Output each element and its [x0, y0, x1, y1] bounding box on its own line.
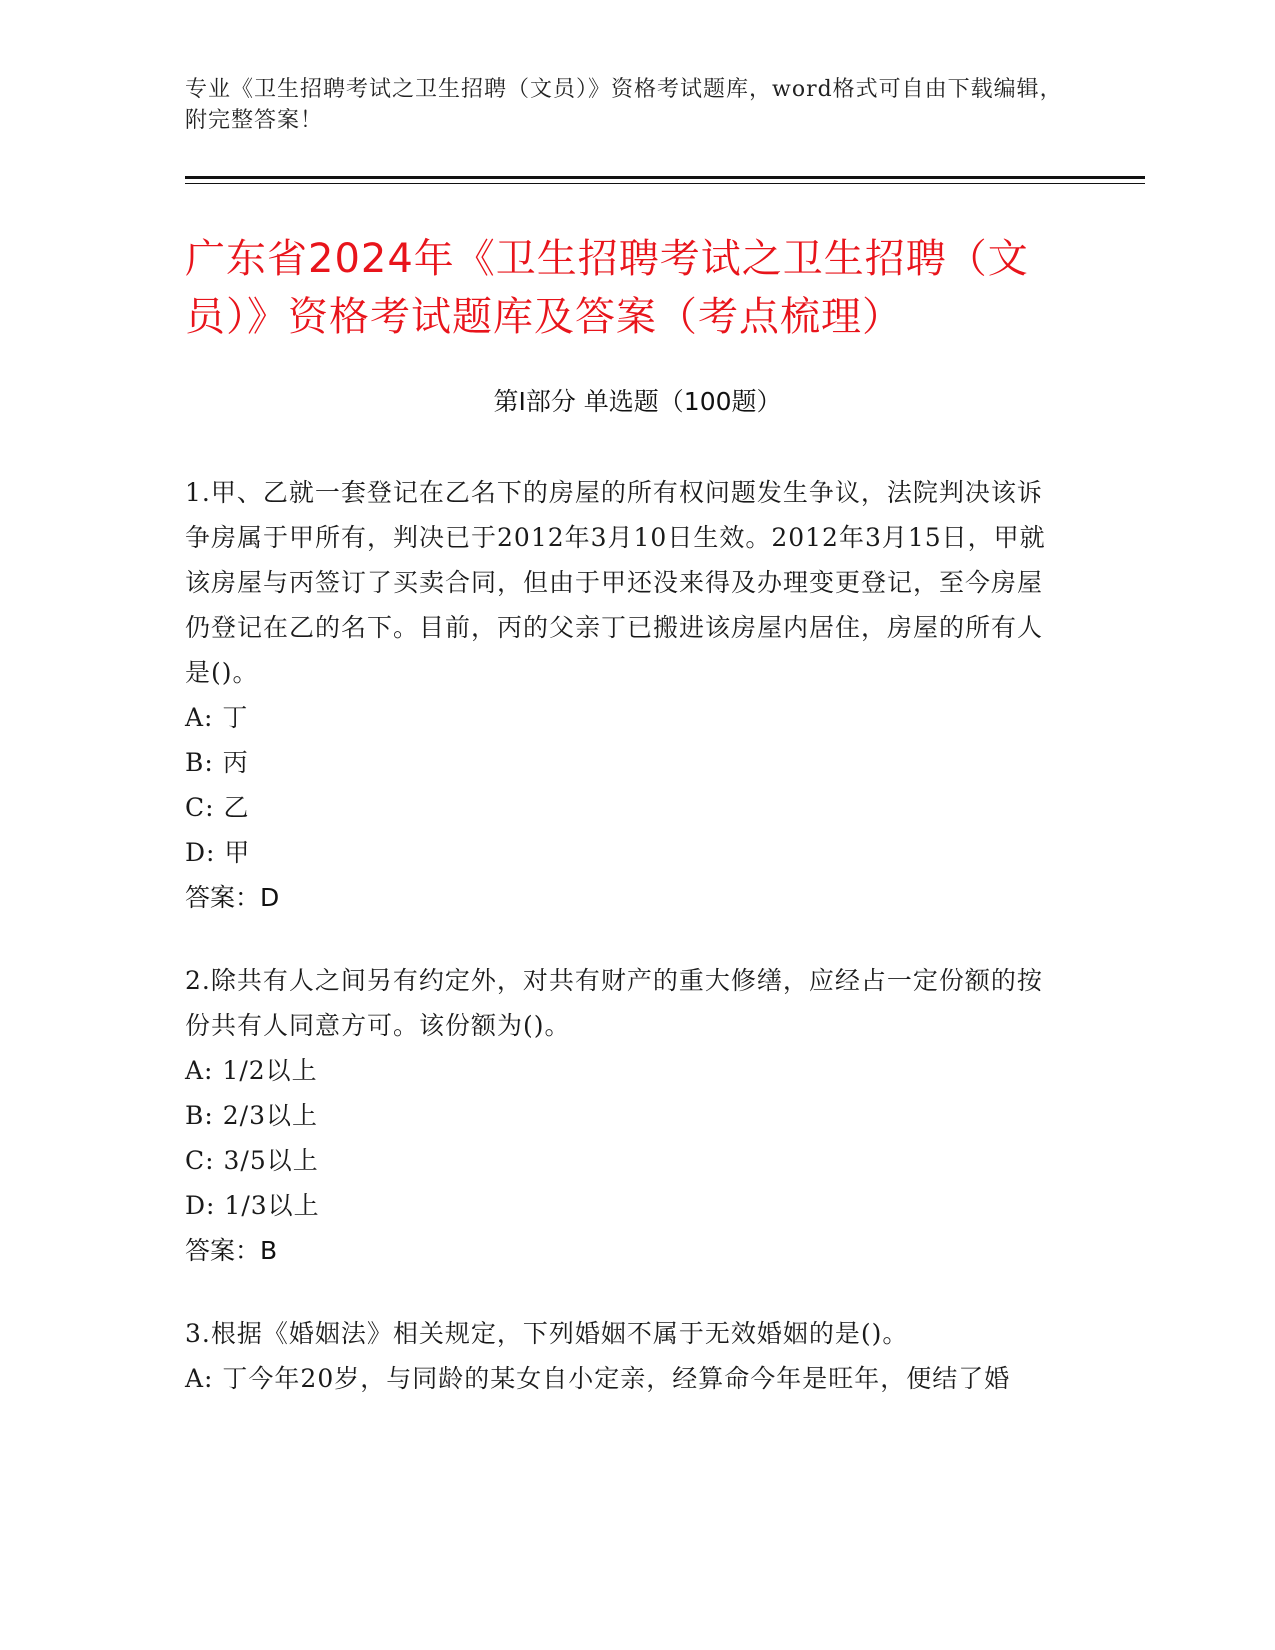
question-3	[185, 1311, 1065, 1401]
question-2	[185, 958, 1065, 1273]
question-stem: 2.除共有人之间另有约定外，对共有财产的重大修缮，应经占一定份额的按份共有人同意方可。该份额为()。	[185, 966, 1043, 1040]
answer-line: 答案：B	[185, 1236, 278, 1265]
question-stem: 3.根据《婚姻法》相关规定，下列婚姻不属于无效婚姻的是()。	[185, 1319, 909, 1348]
question-stem: 1.甲、乙就一套登记在乙名下的房屋的所有权问题发生争议，法院判决该诉争房属于甲所有，判决已于2012年3月10日生效。2012年3月15日，甲就该房屋与丙签订了买卖合同，但由于甲还没来得及办理变更登记，至今房屋仍登记在乙的名下。目前，丙的父亲丁已搬进该房屋内居住，房屋的所有人是()。	[185, 478, 1046, 687]
header-note: 专业《卫生招聘考试之卫生招聘（文员）》资格考试题库，word格式可自由下载编辑，附完整答案！	[185, 77, 1063, 133]
option-d: D: 1/3以上	[185, 1191, 320, 1220]
option-a: A: 丁今年20岁，与同龄的某女自小定亲，经算命今年是旺年，便结了婚	[185, 1364, 1011, 1393]
option-b: B: 2/3以上	[185, 1101, 318, 1130]
option-a: A: 1/2以上	[185, 1056, 318, 1085]
option-b: B: 丙	[185, 748, 249, 777]
option-c: C: 乙	[185, 793, 250, 822]
header-rule-thin	[185, 183, 1145, 184]
option-d: D: 甲	[185, 838, 251, 867]
answer-line: 答案：D	[185, 883, 280, 912]
option-a: A: 丁	[185, 703, 249, 732]
option-c: C: 3/5以上	[185, 1146, 319, 1175]
document-title: 广东省2024年《卫生招聘考试之卫生招聘（文员）》资格考试题库及答案（考点梳理）	[185, 236, 1029, 340]
section-heading: 第I部分 单选题（100题）	[493, 387, 782, 416]
question-1	[185, 470, 1065, 920]
header-rule-thick	[185, 176, 1145, 179]
question-list	[185, 470, 1065, 1439]
